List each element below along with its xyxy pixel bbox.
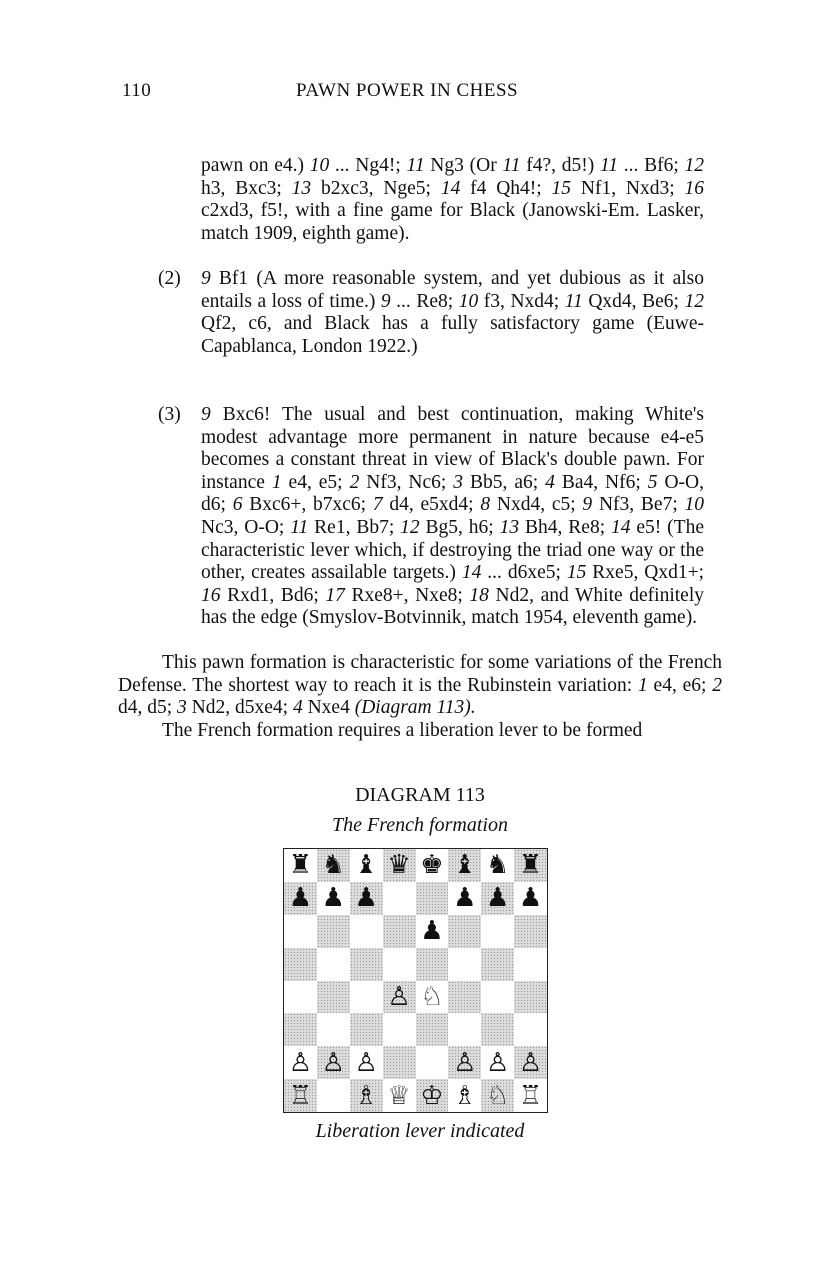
italic-text: 4 bbox=[545, 471, 555, 493]
board-square bbox=[284, 1046, 317, 1079]
note-2-number: (2) bbox=[158, 268, 181, 289]
italic-text: 11 bbox=[599, 155, 618, 176]
text-run: Ba4, Nf6; bbox=[554, 471, 648, 493]
note-intro bbox=[201, 155, 704, 245]
italic-text: 18 bbox=[469, 584, 489, 606]
board-square bbox=[284, 948, 317, 981]
italic-text: 13 bbox=[499, 516, 520, 538]
board-square bbox=[481, 849, 514, 882]
board-square bbox=[416, 849, 449, 882]
text-run: Re1, Bb7; bbox=[308, 516, 401, 538]
white-rook-icon: ♖ bbox=[518, 1080, 543, 1111]
text-run: Nxd4, c5; bbox=[490, 494, 583, 516]
text-run: Rxe8+, Nxe8; bbox=[344, 584, 470, 606]
italic-text: 2 bbox=[349, 471, 360, 493]
italic-text: 11 bbox=[564, 290, 583, 312]
board-square bbox=[383, 1013, 416, 1046]
board-square bbox=[284, 981, 317, 1014]
board-square bbox=[514, 915, 547, 948]
board-square bbox=[317, 1046, 350, 1079]
board-square bbox=[514, 849, 547, 882]
italic-text: 9 bbox=[380, 290, 391, 312]
white-knight-icon: ♘ bbox=[420, 981, 444, 1012]
text-run: f4 Qh4!; bbox=[460, 177, 552, 199]
italic-text: 14 bbox=[611, 516, 631, 538]
board-square bbox=[383, 981, 416, 1014]
italic-text: 17 bbox=[325, 584, 345, 606]
board-square bbox=[350, 915, 383, 948]
body-paragraph-text bbox=[118, 652, 722, 720]
black-queen-icon: ♛ bbox=[387, 850, 411, 881]
board-square bbox=[416, 948, 449, 981]
black-knight-icon: ♞ bbox=[486, 850, 510, 881]
board-square bbox=[416, 1046, 449, 1079]
diagram-title: DIAGRAM 113 bbox=[355, 784, 485, 806]
italic-text: 12 bbox=[684, 155, 704, 176]
white-bishop-icon: ♗ bbox=[453, 1080, 477, 1111]
board-square bbox=[481, 1013, 514, 1046]
italic-text: 1 bbox=[271, 471, 282, 493]
text-run: Bb5, a6; bbox=[463, 471, 546, 493]
board-square bbox=[448, 1013, 481, 1046]
board-square bbox=[317, 1079, 350, 1112]
note-2 bbox=[158, 268, 704, 358]
board-square bbox=[514, 882, 547, 915]
white-rook-icon: ♖ bbox=[288, 1080, 313, 1111]
text-run: e4, e6; bbox=[647, 674, 713, 696]
board-square bbox=[448, 981, 481, 1014]
italic-text: 1 bbox=[637, 674, 648, 696]
italic-text: 3 bbox=[453, 471, 464, 493]
italic-text: 11 bbox=[406, 155, 425, 176]
text-run: Bxc6! The usual and best continuation, making White's modest advantage more permanent in nature because e4-e5 becomes a constant threat in view of Black's double pawn. For instance bbox=[201, 404, 704, 493]
italic-text: 9 bbox=[201, 268, 211, 289]
text-run: ... Re8; bbox=[390, 290, 459, 312]
body-paragraph-2 bbox=[118, 720, 722, 743]
body-paragraph-2-text bbox=[118, 720, 722, 743]
text-run: Nf3, Nc6; bbox=[359, 471, 454, 493]
text-run: f3, Nxd4; bbox=[478, 290, 565, 312]
diagram-caption: Liberation lever indicated bbox=[315, 1120, 525, 1142]
white-pawn-icon: ♙ bbox=[321, 1047, 345, 1078]
italic-text: 15 bbox=[551, 177, 572, 199]
text-run: Nf1, Nxd3; bbox=[571, 177, 685, 199]
italic-text: 16 bbox=[201, 584, 221, 606]
black-pawn-icon: ♟ bbox=[420, 916, 444, 947]
board-square bbox=[514, 1013, 547, 1046]
italic-text: 13 bbox=[291, 177, 312, 199]
white-pawn-icon: ♙ bbox=[288, 1047, 313, 1078]
italic-text: 11 bbox=[502, 155, 521, 176]
italic-text: 10 bbox=[458, 290, 479, 312]
italic-text: 16 bbox=[684, 177, 704, 199]
italic-text: (Diagram 113). bbox=[354, 697, 476, 719]
board-square bbox=[448, 882, 481, 915]
italic-text: 5 bbox=[647, 471, 658, 493]
text-run: This pawn formation is characteristic for some variations of the French Defense. The shortest way to reach it is the Rubinstein variation: bbox=[118, 652, 722, 696]
black-rook-icon: ♜ bbox=[288, 850, 313, 881]
board-square bbox=[383, 882, 416, 915]
board-square bbox=[350, 981, 383, 1014]
text-run: Rxd1, Bd6; bbox=[220, 584, 326, 606]
board-square bbox=[317, 981, 350, 1014]
italic-text: 6 bbox=[232, 494, 243, 516]
body-paragraph bbox=[118, 652, 722, 720]
board-square bbox=[284, 1079, 317, 1112]
italic-text: 12 bbox=[684, 290, 704, 312]
board-square bbox=[448, 1046, 481, 1079]
text-run: h3, Bxc3; bbox=[201, 177, 292, 199]
text-run: O-O, d6; bbox=[201, 471, 704, 516]
board-square bbox=[350, 882, 383, 915]
italic-text: 10 bbox=[309, 155, 330, 176]
black-bishop-icon: ♝ bbox=[354, 850, 378, 881]
note-2-text bbox=[201, 268, 704, 358]
text-run: ... Bf6; bbox=[618, 155, 685, 176]
chess-board bbox=[283, 848, 548, 1113]
italic-text: 3 bbox=[177, 697, 187, 719]
black-knight-icon: ♞ bbox=[321, 850, 345, 881]
board-square bbox=[416, 1013, 449, 1046]
text-run: e5! (The characteristic lever which, if destroying the triad one way or the other, creates assailable targets.) bbox=[201, 516, 704, 584]
board-square bbox=[350, 1079, 383, 1112]
board-square bbox=[481, 1046, 514, 1079]
board-square bbox=[317, 882, 350, 915]
white-king-icon: ♔ bbox=[420, 1080, 444, 1111]
board-square bbox=[416, 1079, 449, 1112]
page-header bbox=[122, 80, 722, 110]
white-pawn-icon: ♙ bbox=[486, 1047, 510, 1078]
black-king-icon: ♚ bbox=[420, 850, 444, 881]
black-pawn-icon: ♟ bbox=[486, 883, 510, 914]
board-square bbox=[383, 948, 416, 981]
italic-text: 10 bbox=[684, 494, 704, 516]
board-square bbox=[317, 915, 350, 948]
text-run: Nd2, and White definitely has the edge (Smyslov-Botvinnik, match 1954, eleventh game). bbox=[201, 584, 704, 629]
black-pawn-icon: ♟ bbox=[453, 883, 477, 914]
text-run: Qxd4, Be6; bbox=[582, 290, 685, 312]
text-run: Qf2, c6, and Black has a fully satisfactory game (Euwe-Capablanca, London 1922.) bbox=[201, 313, 704, 357]
white-pawn-icon: ♙ bbox=[518, 1047, 543, 1078]
board-square bbox=[481, 882, 514, 915]
white-pawn-icon: ♙ bbox=[453, 1047, 477, 1078]
text-run: d4, e5xd4; bbox=[382, 494, 481, 516]
italic-text: 12 bbox=[400, 516, 420, 538]
italic-text: 11 bbox=[290, 516, 309, 538]
text-run: pawn on e4.) bbox=[201, 155, 310, 176]
black-pawn-icon: ♟ bbox=[354, 883, 378, 914]
black-rook-icon: ♜ bbox=[518, 850, 543, 881]
board-square bbox=[416, 981, 449, 1014]
text-run: Rxe5, Qxd1+; bbox=[586, 562, 704, 584]
text-run: Nf3, Be7; bbox=[592, 494, 685, 516]
board-square bbox=[317, 948, 350, 981]
note-intro-text bbox=[201, 155, 704, 245]
board-square bbox=[317, 849, 350, 882]
text-run: Bg5, h6; bbox=[419, 516, 500, 538]
white-pawn-icon: ♙ bbox=[354, 1047, 378, 1078]
page-number: 110 bbox=[122, 80, 152, 101]
text-run: f4?, d5!) bbox=[520, 155, 600, 176]
board-square bbox=[383, 1046, 416, 1079]
board-square bbox=[317, 1013, 350, 1046]
board-square bbox=[416, 882, 449, 915]
italic-text: 14 bbox=[440, 177, 461, 199]
diagram-subtitle: The French formation bbox=[332, 814, 508, 836]
board-square bbox=[481, 915, 514, 948]
board-square bbox=[514, 1079, 547, 1112]
italic-text: 14 bbox=[461, 562, 482, 584]
italic-text: 2 bbox=[712, 674, 722, 696]
board-square bbox=[448, 1079, 481, 1112]
board-square bbox=[448, 849, 481, 882]
board-square bbox=[350, 1013, 383, 1046]
italic-text: 15 bbox=[566, 562, 587, 584]
board-square bbox=[383, 849, 416, 882]
black-pawn-icon: ♟ bbox=[518, 883, 543, 914]
board-square bbox=[284, 849, 317, 882]
note-3-number: (3) bbox=[158, 404, 181, 425]
black-bishop-icon: ♝ bbox=[453, 850, 477, 881]
text-run: b2xc3, Nge5; bbox=[311, 177, 441, 199]
board-square bbox=[284, 882, 317, 915]
text-run: ... Ng4!; bbox=[329, 155, 407, 176]
running-title: PAWN POWER IN CHESS bbox=[296, 80, 519, 101]
board-square bbox=[350, 849, 383, 882]
italic-text: 4 bbox=[292, 697, 303, 719]
black-pawn-icon: ♟ bbox=[288, 883, 313, 914]
board-square bbox=[481, 948, 514, 981]
board-square bbox=[350, 1046, 383, 1079]
text-run: Bxc6+, b7xc6; bbox=[242, 494, 373, 516]
board-square bbox=[383, 915, 416, 948]
text-run: Nd2, d5xe4; bbox=[186, 697, 293, 719]
note-3-text bbox=[201, 404, 704, 630]
white-knight-icon: ♘ bbox=[486, 1080, 510, 1111]
board-square bbox=[481, 1079, 514, 1112]
board-square bbox=[514, 948, 547, 981]
text-run: Nxe4 bbox=[302, 697, 355, 719]
text-run: Bf1 (A more reasonable system, and yet dubious as it also entails a loss of time.) bbox=[201, 268, 704, 312]
white-queen-icon: ♕ bbox=[387, 1080, 411, 1111]
italic-text: 8 bbox=[480, 494, 491, 516]
text-run: ... d6xe5; bbox=[481, 562, 567, 584]
text-run: d4, d5; bbox=[118, 697, 178, 719]
board-square bbox=[448, 948, 481, 981]
board-square bbox=[284, 915, 317, 948]
white-bishop-icon: ♗ bbox=[354, 1080, 378, 1111]
board-square bbox=[383, 1079, 416, 1112]
black-pawn-icon: ♟ bbox=[321, 883, 345, 914]
board-square bbox=[448, 915, 481, 948]
italic-text: 9 bbox=[582, 494, 593, 516]
italic-text: 7 bbox=[372, 494, 383, 516]
text-run: The French formation requires a liberation lever to be formed bbox=[162, 720, 643, 741]
board-square bbox=[481, 981, 514, 1014]
white-pawn-icon: ♙ bbox=[387, 981, 411, 1012]
text-run: Ng3 (Or bbox=[424, 155, 503, 176]
note-3 bbox=[158, 404, 704, 630]
board-square bbox=[514, 1046, 547, 1079]
board-square bbox=[284, 1013, 317, 1046]
text-run: c2xd3, f5!, with a fine game for Black (Janowski-Em. Lasker, match 1909, eighth game). bbox=[201, 200, 704, 244]
text-run: e4, e5; bbox=[281, 471, 350, 493]
board-square bbox=[514, 981, 547, 1014]
italic-text: 9 bbox=[201, 404, 211, 425]
text-run: Bh4, Re8; bbox=[519, 516, 611, 538]
board-square bbox=[416, 915, 449, 948]
text-run: Nc3, O-O; bbox=[201, 516, 291, 538]
board-square bbox=[350, 948, 383, 981]
